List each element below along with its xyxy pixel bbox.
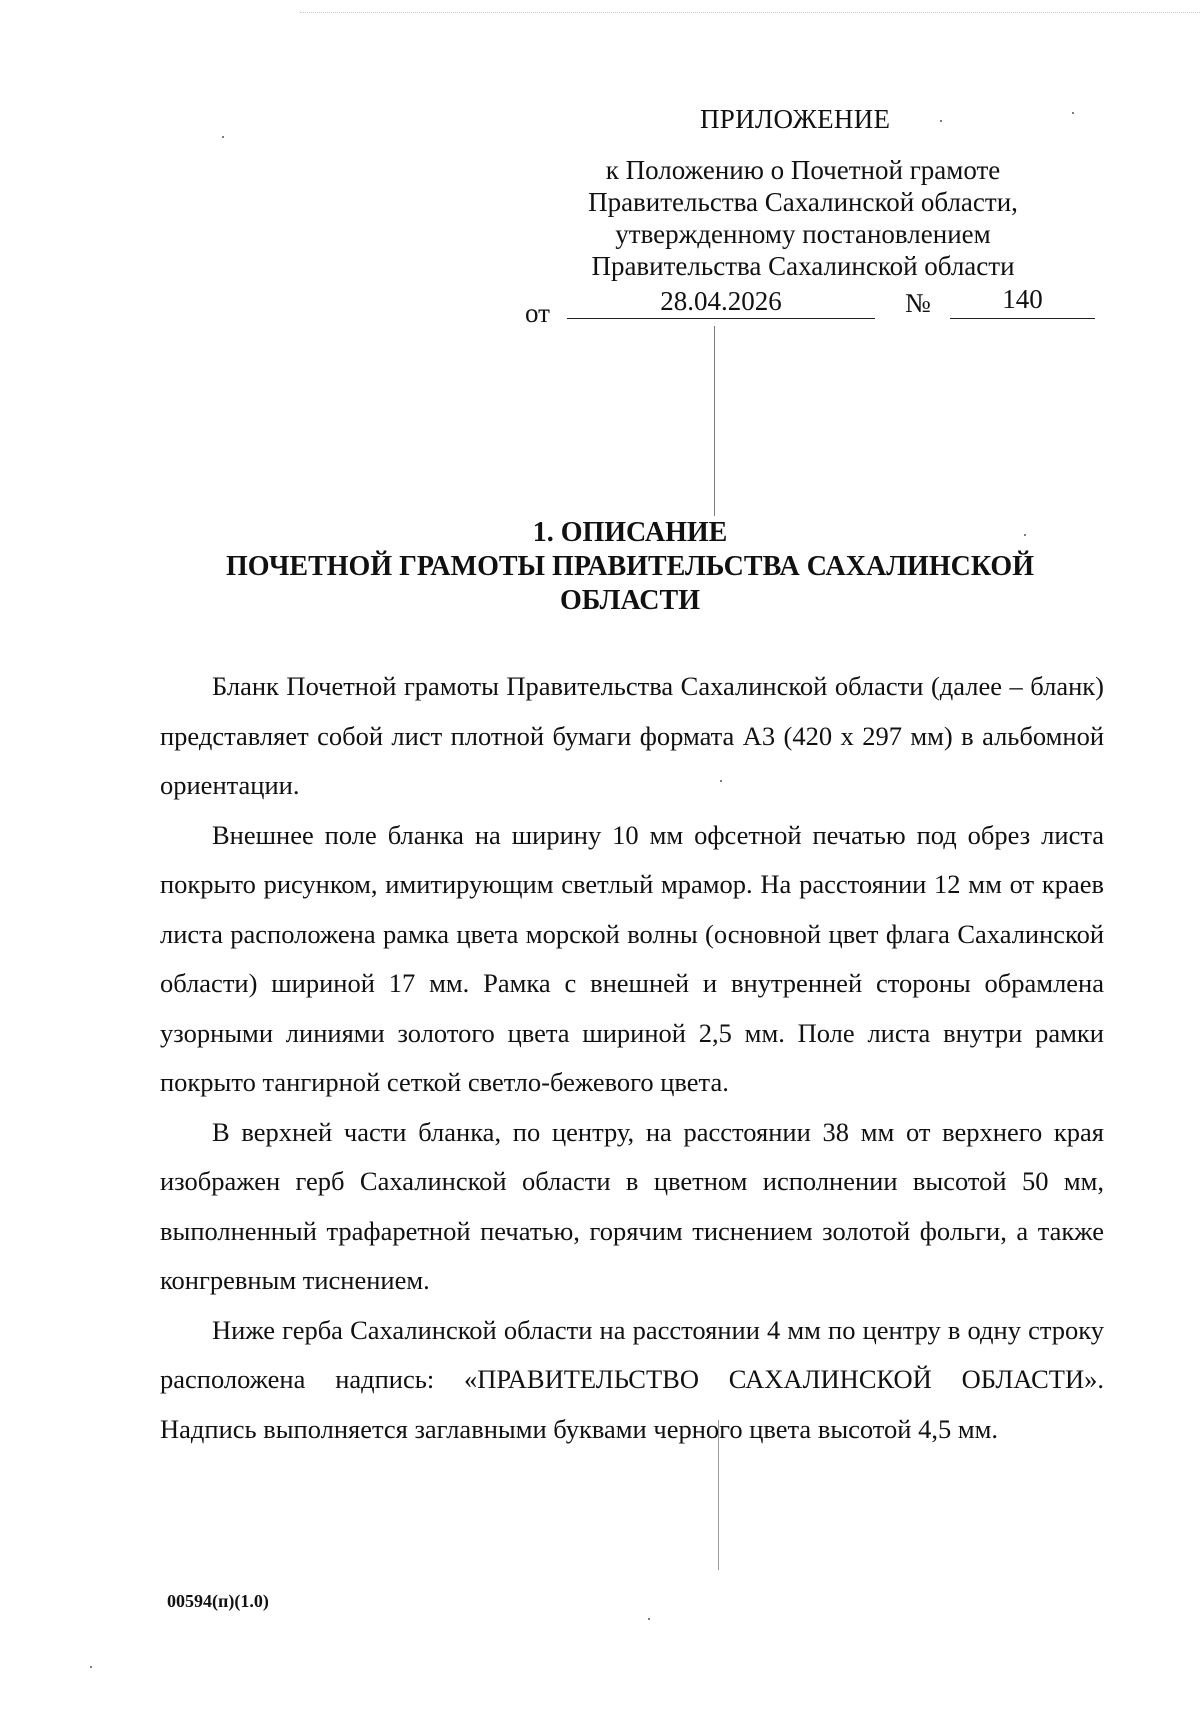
appendix-line: Правительства Сахалинской области	[591, 251, 1015, 281]
paragraph: Бланк Почетной грамоты Правительства Сахалинской области (далее – бланк) представляет собой лист плотной бумаги формата А3 (420 x 297 мм) в альбомной ориентации.	[160, 671, 1104, 800]
scan-fold-line	[300, 12, 1200, 13]
document-body	[160, 662, 1104, 1454]
decree-details	[525, 284, 1095, 328]
heading-line: ОБЛАСТИ	[560, 585, 700, 616]
appendix-line: Правительства Сахалинской области,	[588, 187, 1018, 217]
appendix-reference	[548, 154, 1058, 282]
section-heading	[160, 516, 1100, 618]
decree-number: 140	[950, 284, 1095, 319]
appendix-title: ПРИЛОЖЕНИЕ	[700, 104, 891, 134]
from-label: от	[525, 298, 550, 328]
scan-speck	[720, 780, 722, 782]
heading-line: 1. ОПИСАНИЕ	[532, 517, 728, 548]
heading-line: ПОЧЕТНОЙ ГРАМОТЫ ПРАВИТЕЛЬСТВА САХАЛИНСКОЙ	[226, 551, 1034, 582]
paragraph: Внешнее поле бланка на ширину 10 мм офсетной печатью под обрез листа покрыто рисунком, имитирующим светлый мрамор. На расстоянии 12 мм от краев листа расположена рамка цвета морской волны (основной цвет флага Сахалинской области) шириной 17 мм. Рамка с внешней и внутренней стороны обрамлена узорными линиями золотого цвета шириной 2,5 мм. Поле листа внутри рамки покрыто тангирной сеткой светло-бежевого цвета.	[160, 819, 1104, 1097]
paragraph: Ниже герба Сахалинской области на расстоянии 4 мм по центру в одну строку расположена надпись: «ПРАВИТЕЛЬСТВО САХАЛИНСКОЙ ОБЛАСТИ». Надпись выполняется заглавными буквами черного цвета высотой 4,5 мм.	[160, 1314, 1104, 1444]
scan-artifact-line	[714, 326, 715, 516]
decree-date: 28.04.2026	[567, 286, 875, 319]
scan-speck	[90, 1666, 92, 1668]
scan-speck	[940, 120, 942, 122]
scan-speck	[1072, 112, 1074, 114]
appendix-line: к Положению о Почетной грамоте	[605, 155, 1001, 185]
scan-speck	[648, 1618, 650, 1620]
paragraph: В верхней части бланка, по центру, на расстоянии 38 мм от верхнего края изображен герб Сахалинской области в цветном исполнении высотой 50 мм, выполненный трафаретной печатью, горячим тиснением золотой фольги, а также конгревным тиснением.	[160, 1116, 1104, 1295]
scan-speck	[1024, 534, 1026, 536]
scan-speck	[222, 136, 224, 138]
document-code: 00594(п)(1.0)	[167, 1591, 269, 1611]
number-label: №	[905, 288, 931, 318]
appendix-line: утвержденному постановлением	[615, 219, 991, 249]
